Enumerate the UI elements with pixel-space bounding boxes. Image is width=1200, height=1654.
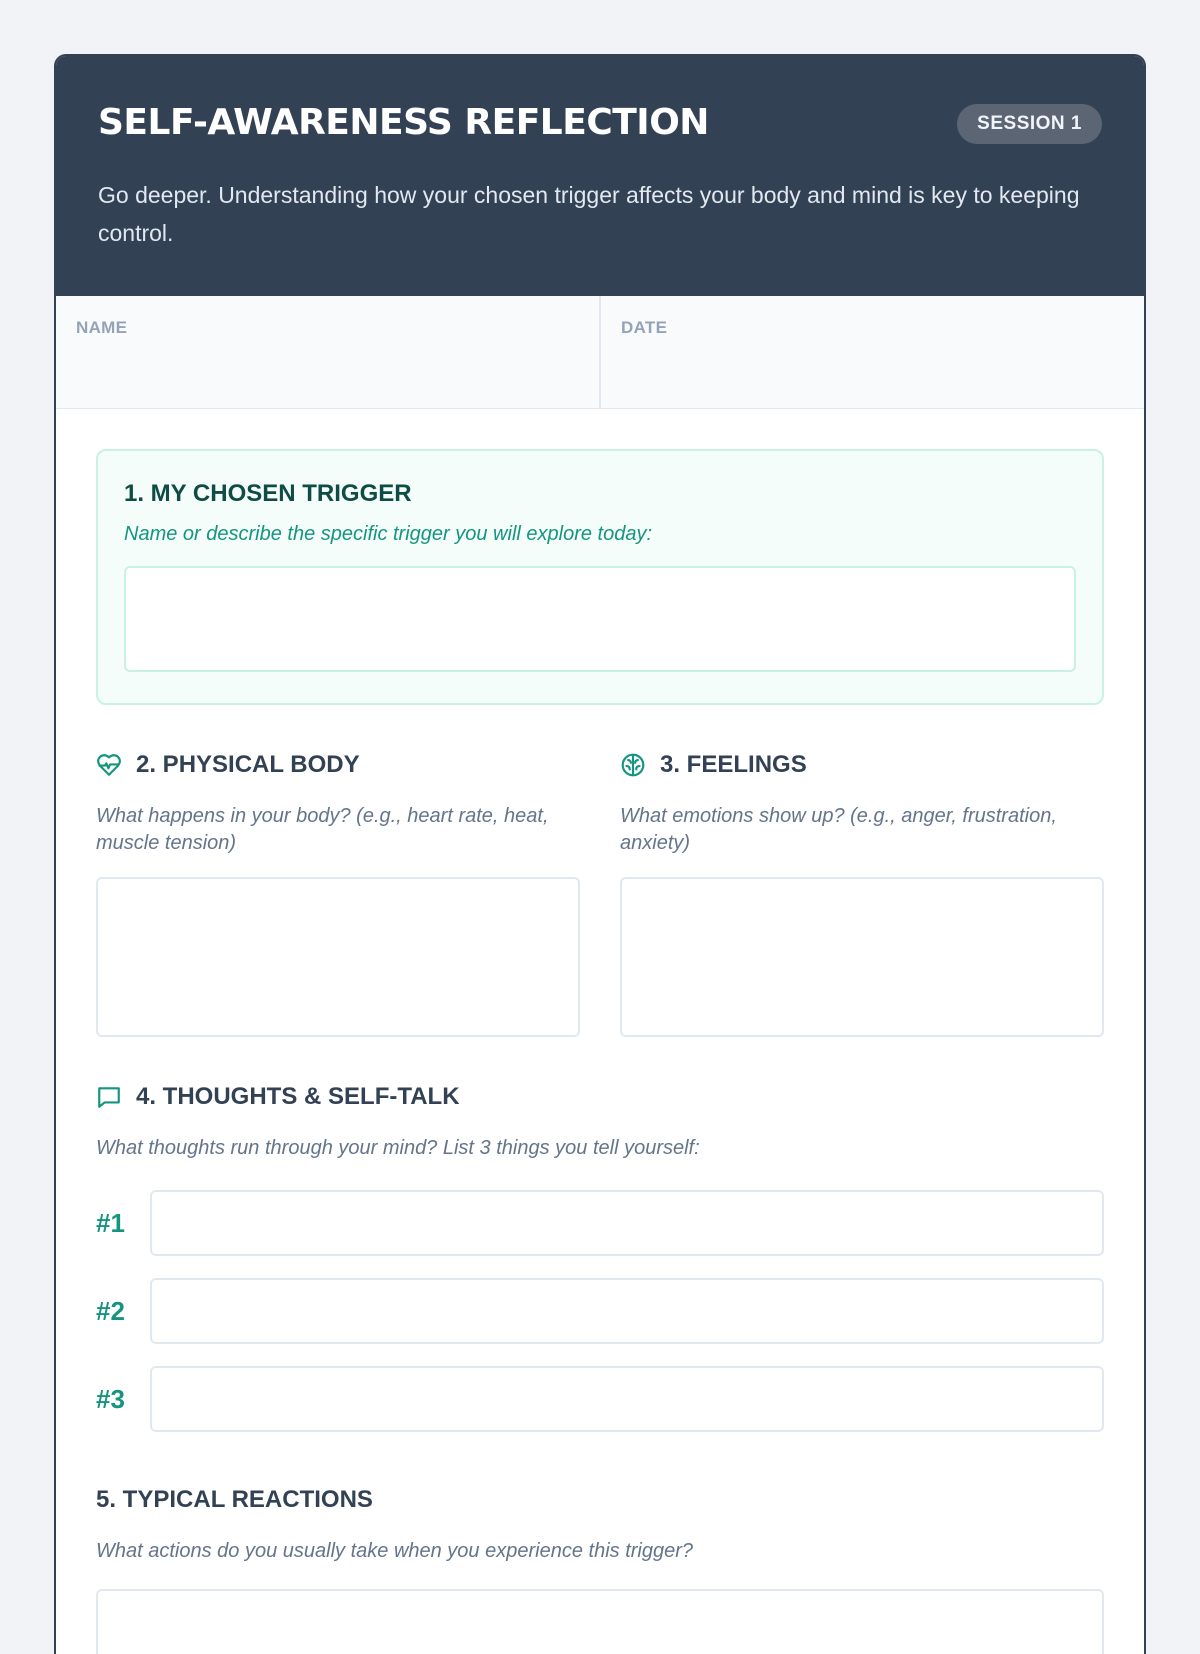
trigger-heading: 1. MY CHOSEN TRIGGER <box>124 480 412 507</box>
thought-input-2[interactable] <box>150 1278 1104 1344</box>
physical-body-heading: 2. PHYSICAL BODY <box>136 751 360 778</box>
physical-body-prompt: What happens in your body? (e.g., heart rate, heat, muscle tension) <box>96 805 549 854</box>
thought-row-2 <box>96 1278 1104 1344</box>
reactions-section <box>96 1484 1104 1654</box>
feelings-header <box>620 749 1104 781</box>
thought-input-3[interactable] <box>150 1366 1104 1432</box>
body-feelings-row <box>96 749 1104 1037</box>
date-field[interactable] <box>599 296 1144 408</box>
thoughts-heading: 4. THOUGHTS & SELF-TALK <box>136 1083 460 1110</box>
thoughts-section <box>96 1081 1104 1432</box>
trigger-prompt: Name or describe the specific trigger you will explore today: <box>124 523 653 545</box>
worksheet-header <box>56 56 1144 296</box>
physical-body-input[interactable] <box>96 877 580 1037</box>
date-label: DATE <box>621 318 668 337</box>
worksheet-card <box>54 54 1146 1654</box>
meta-row <box>56 296 1144 409</box>
trigger-input[interactable] <box>124 566 1076 672</box>
feelings-input[interactable] <box>620 877 1104 1037</box>
reactions-prompt: What actions do you usually take when you experience this trigger? <box>96 1540 694 1562</box>
thought-number: #2 <box>96 1295 125 1326</box>
page-title: SELF-AWARENESS REFLECTION <box>98 102 709 143</box>
reactions-heading: 5. TYPICAL REACTIONS <box>96 1486 373 1513</box>
thought-row-3 <box>96 1366 1104 1432</box>
feelings-prompt: What emotions show up? (e.g., anger, frustration, anxiety) <box>620 805 1057 854</box>
intro-text: Go deeper. Understanding how your chosen trigger affects your body and mind is key to keeping control. <box>98 182 1080 246</box>
session-badge: SESSION 1 <box>957 104 1102 144</box>
thought-row-1 <box>96 1190 1104 1256</box>
name-field[interactable] <box>56 296 599 408</box>
feelings-heading: 3. FEELINGS <box>660 751 807 778</box>
speech-bubble-icon <box>96 1084 122 1110</box>
name-label: NAME <box>76 318 128 337</box>
trigger-section <box>96 449 1104 705</box>
brain-icon <box>620 752 646 778</box>
physical-body-header <box>96 749 580 781</box>
reactions-header <box>96 1484 1104 1516</box>
reactions-input[interactable] <box>96 1589 1104 1654</box>
heart-pulse-icon <box>96 752 122 778</box>
thoughts-prompt: What thoughts run through your mind? List 3 things you tell yourself: <box>96 1137 700 1159</box>
thought-list <box>96 1190 1104 1432</box>
feelings-section <box>620 749 1104 1037</box>
physical-body-section <box>96 749 580 1037</box>
worksheet-content <box>56 409 1144 1654</box>
thought-input-1[interactable] <box>150 1190 1104 1256</box>
thoughts-header <box>96 1081 1104 1113</box>
thought-number: #1 <box>96 1207 125 1238</box>
thought-number: #3 <box>96 1383 125 1414</box>
